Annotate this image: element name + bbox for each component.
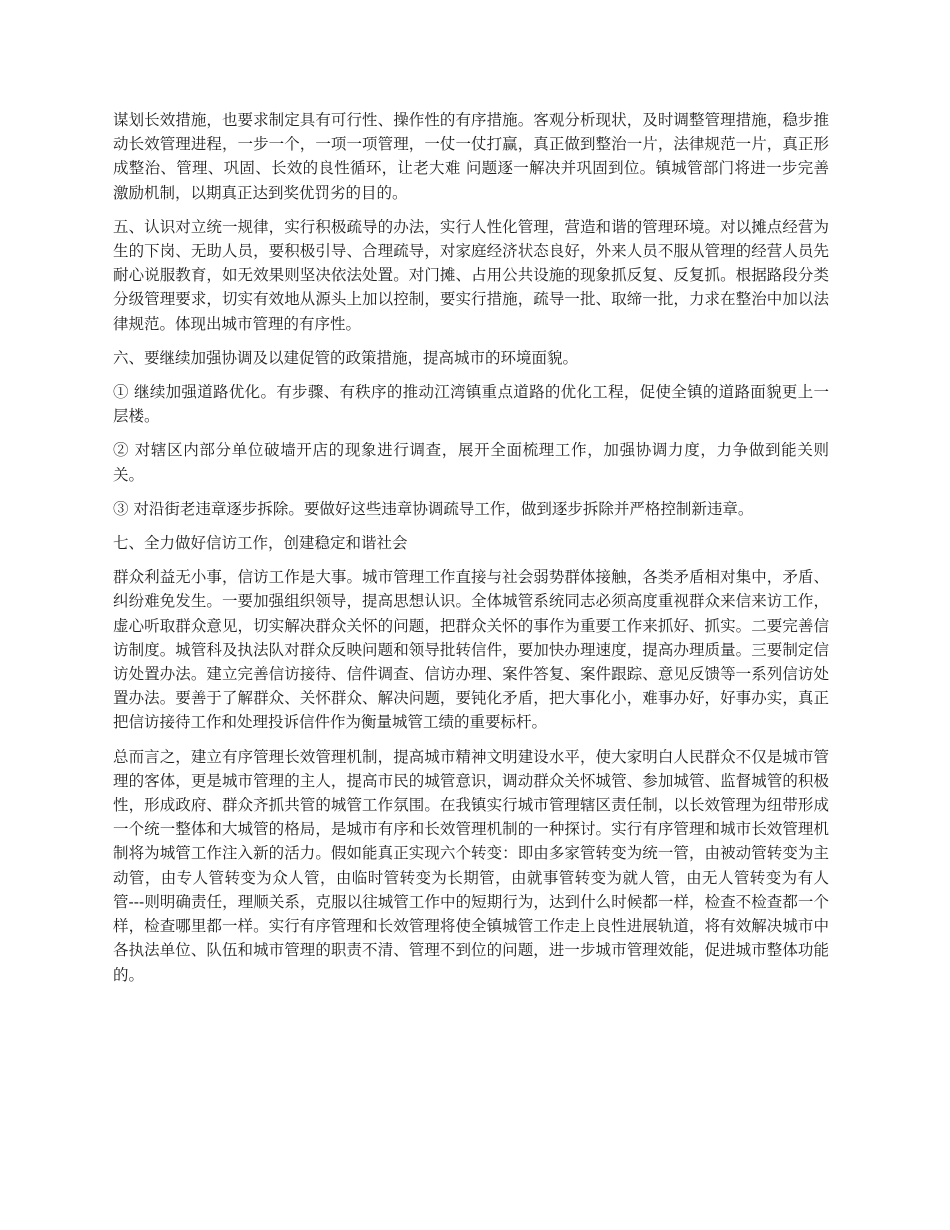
paragraph-conclusion: 总而言之，建立有序管理长效管理机制，提高城市精神文明建设水平，使大家明白人民群众不仅是城市管理的客体，更是城市管理的主人，提高市民的城管意识，调动群众关怀城管、参加城管、监督城管的积极性，形成政府、群众齐抓共管的城管工作氛围。在我镇实行城市管理辖区责任制，以长效管理为纽带形成一个统一整体和大城管的格局，是城市有序和长效管理机制的一种探讨。实行有序管理和城市长效管理机制将为城管工作注入新的活力。假如能真正实现六个转变：即由多家管转变为统一管，由被动管转变为主动管，由专人管转变为众人管，由临时管转变为长期管，由就事管转变为就人管，由无人管转变为有人管---则明确责任，理顺关系，克服以往城管工作中的短期行为，达到什么时候都一样，检查不检查都一个样，检查哪里都一样。实行有序管理和长效管理将使全镇城管工作走上良性进展轨道，将有效解决城市中各执法单位、队伍和城市管理的职责不清、管理不到位的问题，进一步城市管理效能，促进城市整体功能的。 [113,747,829,984]
paragraph-item-wall-shops: ② 对辖区内部分单位破墙开店的现象进行调查，展开全面梳理工作，加强协调力度，力争做到能关则关。 [113,441,829,484]
paragraph-item-illegal-structures: ③ 对沿街老违章逐步拆除。要做好这些违章协调疏导工作，做到逐步拆除并严格控制新违章。 [113,499,754,518]
document-body [113,108,829,997]
paragraph-petition-work: 群众利益无小事，信访工作是大事。城市管理工作直接与社会弱势群体接触，各类矛盾相对集中，矛盾、纠纷难免发生。一要加强组织领导，提高思想认识。全体城管系统同志必须高度重视群众来信来访工作，虚心听取群众意见，切实解决群众关怀的问题，把群众关怀的事作为重要工作来抓好、抓实。二要完善信访制度。城管科及执法队对群众反映问题和领导批转信件，要加快办理速度，提高办理质量。三要制定信访处置办法。建立完善信访接待、信件调查、信访办理、案件答复、案件跟踪、意见反馈等一系列信访处置办法。要善于了解群众、关怀群众、解决问题，要钝化矛盾，把大事化小，难事办好，好事办实，真正把信访接待工作和处理投诉信件作为衡量城管工绩的重要标杆。 [113,568,829,732]
paragraph-section-six-heading: 六、要继续加强协调及以建促管的政策措施，提高城市的环境面貌。 [113,348,579,367]
paragraph-section-five: 五、认识对立统一规律，实行积极疏导的办法，实行人性化管理，营造和谐的管理环境。对以摊点经营为生的下岗、无助人员，要积极引导、合理疏导，对家庭经济状态良好，外来人员不服从管理的经营人员先耐心说服教育，如无效果则坚决依法处置。对门摊、占用公共设施的现象抓反复、反复抓。根据路段分类分级管理要求，切实有效地从源头上加以控制，要实行措施，疏导一批、取缔一批，力求在整治中加以法律规范。体现出城市管理的有序性。 [113,217,829,333]
paragraph-long-term-measures: 谋划长效措施，也要求制定具有可行性、操作性的有序措施。客观分析现状，及时调整管理措施，稳步推动长效管理进程，一步一个，一项一项管理，一仗一仗打赢，真正做到整治一片，法律规范一片，真正形成整治、管理、巩固、长效的良性循环，让老大难 问题逐一解决并巩固到位。镇城管部门将进一步完善激励机制，以期真正达到奖优罚劣的目的。 [113,111,829,202]
paragraph-item-road-optimization: ① 继续加强道路优化。有步骤、有秩序的推动江湾镇重点道路的优化工程，促使全镇的道路面貌更上一层楼。 [113,383,829,426]
paragraph-section-seven-heading: 七、全力做好信访工作，创建稳定和谐社会 [113,534,408,553]
